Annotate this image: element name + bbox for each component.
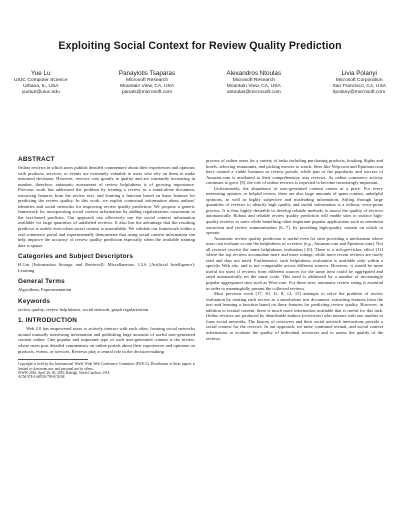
author-block	[14, 70, 386, 97]
keywords-heading: Keywords	[18, 297, 51, 305]
author-email: lipolany@microsoft.com	[333, 90, 386, 96]
categories-text: H.3.m [Information Storage and Retrieval]: Miscellaneous; I.2.6 [Artificial Intelligence]: Learning	[18, 262, 195, 273]
abstract-text: Online reviews in which users publish detailed commentary about their experiences and opinions with products, services, or events are extremely valuable to users who rely on them to make informed decisions. However, reviews vary greatly in quality and are constantly increasing in number, therefore, automatic assessment of review helpfulness is of growing importance. Previous work has addressed the problem by treating a review as a stand-alone document, extracting features from the review text, and learning a function based on these features for predicting the review quality. In this work, we exploit contextual information about authors' identities and social networks for improving review quality prediction. We propose a generic framework for incorporating social context information by adding regularization constraints to the text-based predictor. Our approach can effectively use the social context information available for large quantities of unlabeled reviews. It also has the advantage that the resulting predictor is usable even when social context is unavailable. We validate our framework within a real commerce portal and experimentally demonstrate that using social context information can help improve the accuracy of review quality prediction especially when the available training data is sparse.	[18, 165, 195, 248]
author-name: Yue Lu	[30, 70, 51, 77]
author-4	[332, 70, 386, 97]
venue-line: WWW 2010, April 26–30, 2010, Raleigh, North Carolina, USA.	[18, 370, 111, 375]
body-paragraph: process of online users for a variety of tasks including purchasing products, booking flights and hotels, selecting restaurants, and picking movies to watch. Sites like Yelp.com and Epinions.com have created a viable business as review portals, while part of the popularity and success of Amazon.com is attributed to their comprehensive user reviews. As online commerce activity continues to grow [9], the role of online reviews is expected to become increasingly important.	[206, 158, 383, 186]
author-location: Mountain View, CA, USA	[226, 84, 281, 90]
author-email: antoulas@microsoft.com	[226, 90, 281, 96]
author-2	[119, 70, 175, 97]
copyright-notice: Copyright is held by the International World Wide Web Conference Committee (IW3C2). Distribution of these papers is limited to classroom use, and personal use by others.	[18, 362, 195, 371]
footnote-divider	[18, 359, 88, 360]
introduction-heading: 1. INTRODUCTION	[18, 317, 78, 325]
body-paragraph: Automatic review quality prediction is useful even for sites providing a mechanism where users can evaluate or rate the helpfulness of a review (e.g., Amazon.com and Epinions.com). Not all reviews receive the same helpfulness evaluation [10]. There is a rich-get-richer effect [11] where the top reviews accumulate more and more ratings, while more recent reviews are rarely read and thus not rated. Furthermore, such helpfulness evaluation is available only within a specific Web site, and is not comparable across different sources. However, it would be more useful for users if reviews from different sources for the same item could be aggregated and rated automatically on the same scale. This need is addressed by a number of increasingly popular aggregation sites such as Wise.com. For these sites, automatic review rating is essential in order to meaningfully present the collected reviews.	[206, 235, 383, 291]
paper-title: Exploiting Social Context for Review Quality Prediction	[58, 40, 342, 52]
author-email: panats@microsoft.com	[121, 90, 173, 96]
introduction-paragraph: Web 2.0 has empowered users to actively interact with each other, forming social networks around mutually interesting information and publishing large amounts of useful user-generated content online. One popular and important type of such user-generated content is the review, where users post detailed commentary on online portals about their experiences and opinions on products, events, or services. Reviews play a central role in the decision-making	[18, 326, 195, 354]
categories-heading: Categories and Subject Descriptors	[18, 253, 134, 261]
general-terms-heading: General Terms	[18, 278, 65, 286]
author-location: San Francisco, CA, USA	[332, 84, 386, 90]
author-affiliation: Microsoft Research	[125, 78, 169, 83]
author-name: Livia Polanyi	[341, 70, 377, 77]
author-name: Alexandros Ntoulas	[226, 70, 282, 77]
author-name: Panayiotis Tsaparas	[118, 70, 176, 77]
author-affiliation: UIUC Computer Science	[14, 78, 68, 83]
right-column	[206, 158, 383, 341]
author-email: yuelu2@uiuc.edu	[21, 90, 60, 96]
body-paragraph: Unfortunately, the abundance of user-generated content comes at a price. For every interesting opinion, or helpful review, there are also large amounts of spam content, unhelpful opinions, as well as highly subjective and misleading information. Sifting through large quantities of reviews to identify high quality and useful information is a tedious, error-prone process. It is thus highly desirable to develop reliable methods to assess the quality of reviews automatically. Robust and reliable review quality prediction will enable sites to surface high-quality reviews to users while benefiting other important popular applications such as sentiment extraction and review summarization [6, 7], by providing high-quality content on which to operate.	[206, 185, 383, 236]
author-affiliation: Microsoft Research	[232, 78, 275, 83]
author-3	[226, 70, 281, 97]
keywords-text: review quality, review helpfulness, social network, graph regularization	[18, 306, 149, 312]
author-location: Mountain View, CA, USA	[120, 84, 175, 90]
abstract-heading: ABSTRACT	[18, 156, 55, 163]
body-paragraph: Most previous work [17, 10, 11, 8, 12, 15] attempts to solve the problem of review evaluation by treating each review as a stand-alone text document, extracting features from the text and learning a function based on these features for predicting review quality. However, in addition to textual content, there is much more information available that is useful for this task. Online reviews are produced by identifiable authors (reviewers) who interact with one another to form social networks. The history of reviewers and their social network interactions provide a social context for the reviews. In our approach, we mine combined textual, and social context information to evaluate the quality of individual reviewers and to assess the quality of the reviews.	[206, 291, 383, 341]
author-location: Urbana, IL, USA	[22, 84, 59, 90]
author-affiliation: Microsoft Corporation	[335, 78, 383, 83]
left-column	[18, 156, 195, 380]
author-1	[14, 70, 68, 97]
general-terms-text: Algorithms, Experimentation	[18, 287, 72, 293]
acm-line: ACM 978-1-60558-799-8/10/04.	[18, 375, 66, 380]
